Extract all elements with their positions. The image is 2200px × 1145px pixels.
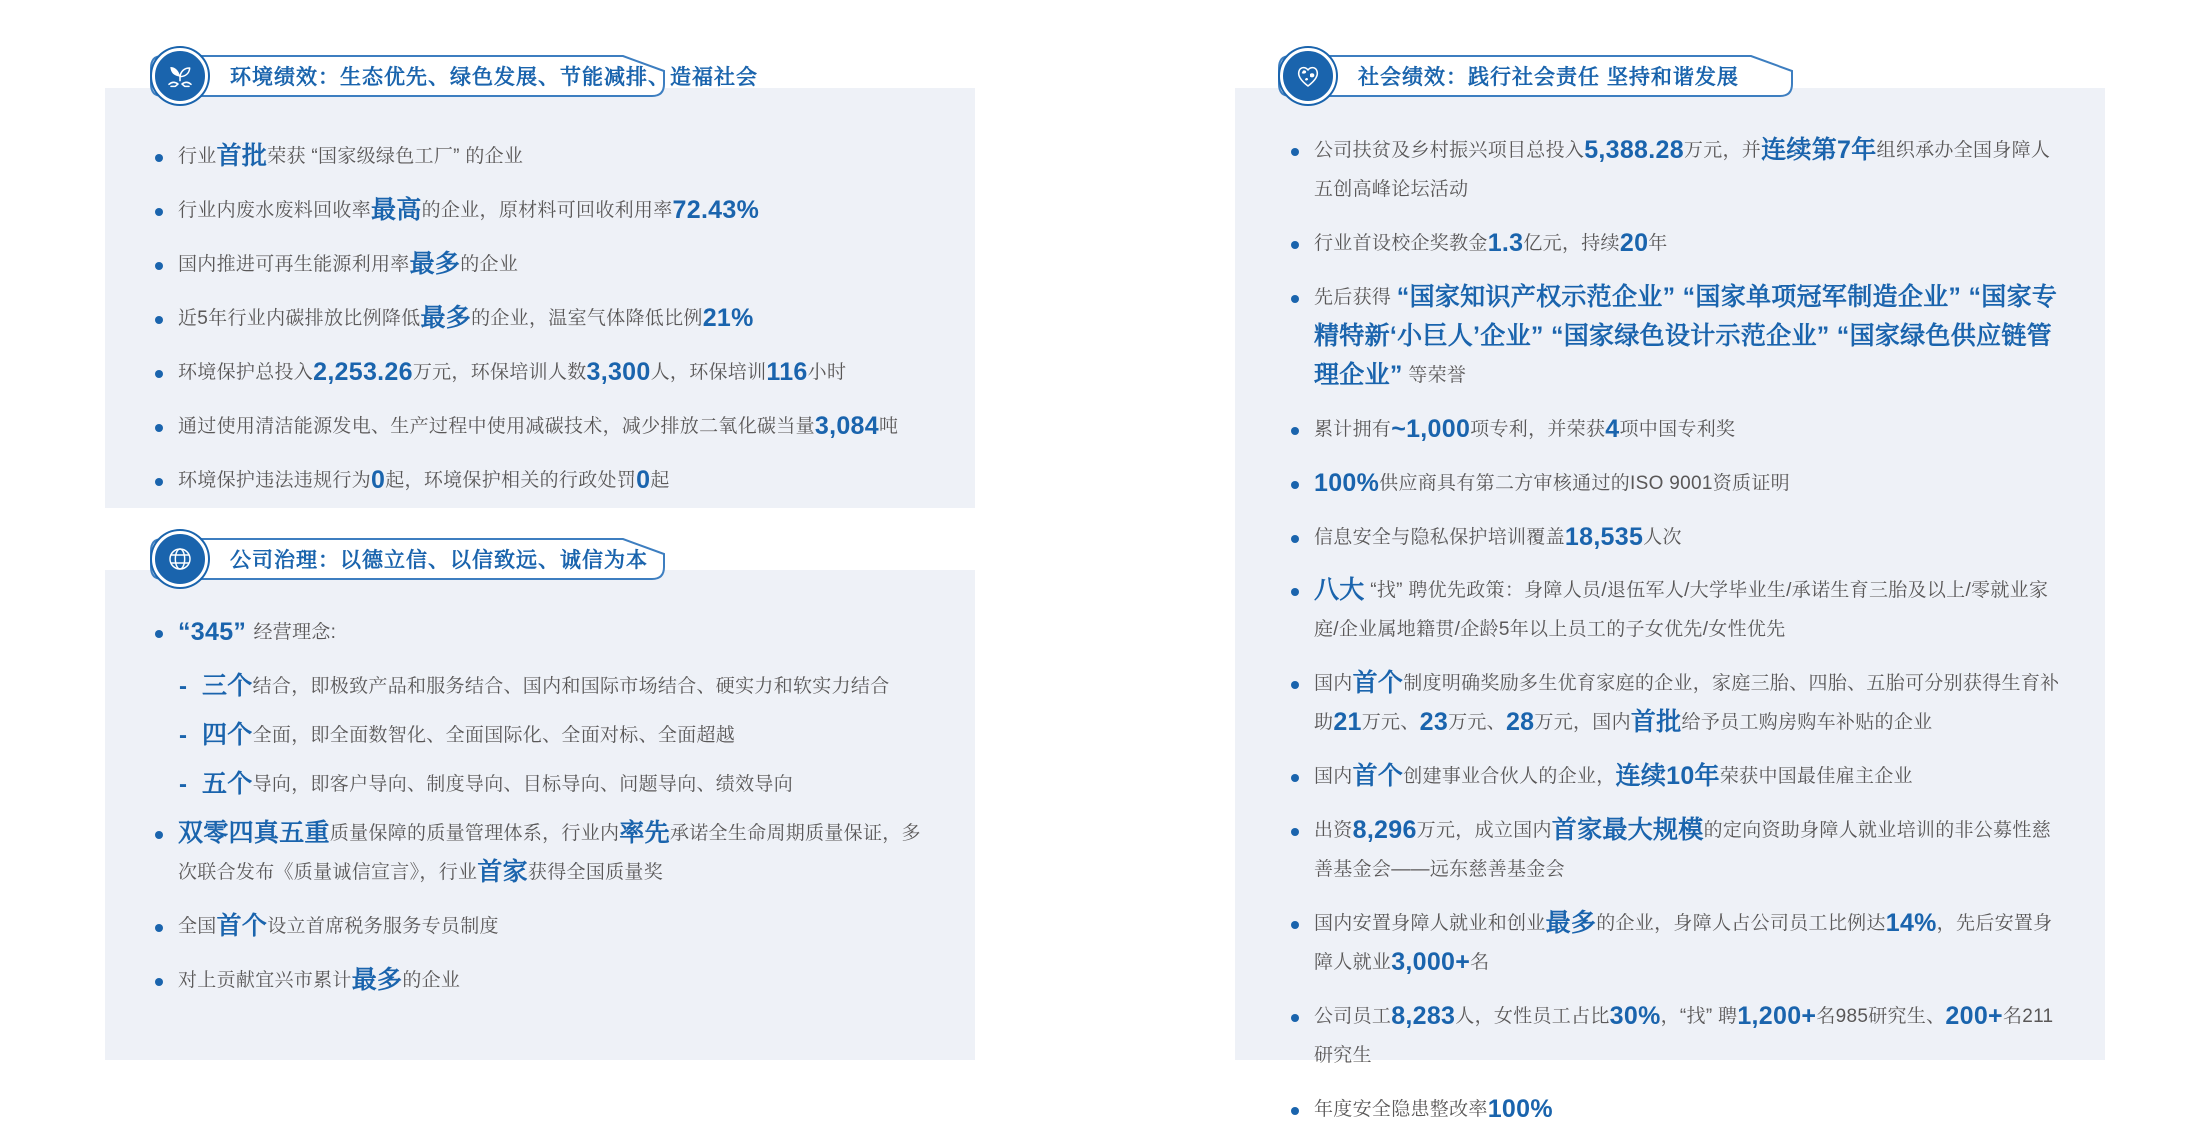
bullet-text: 通过使用清洁能源发电、生产过程中使用减碳技术，减少排放二氧化碳当量3,084吨	[178, 411, 899, 440]
bullet-dot	[1291, 148, 1299, 156]
bullet-dot	[1291, 921, 1299, 929]
list-item	[1291, 758, 2063, 797]
bullet-text: 行业首批荣获 “国家级绿色工厂” 的企业	[178, 142, 524, 170]
bullet-text: 对上贡献宜兴市累计最多的企业	[178, 965, 461, 994]
bullet-dot	[155, 478, 163, 486]
bullet-text: 累计拥有~1,000项专利，并荣获4项中国专利奖	[1314, 414, 1736, 443]
list-item	[155, 300, 935, 339]
bullet-dot	[1291, 681, 1299, 689]
bullet-text: 100%供应商具有第二方审核通过的ISO 9001资质证明	[1314, 468, 1790, 497]
bullet-text: 国内推进可再生能源利用率最多的企业	[178, 249, 519, 278]
social-title: 社会绩效：践行社会责任 坚持和谐发展	[1358, 66, 1739, 89]
bullet-text: 环境保护违法违规行为0起，环境保护相关的行政处罚0起	[178, 465, 670, 494]
sub-list-item	[179, 717, 935, 756]
bullet-text: 全国首个设立首席税务服务专员制度	[178, 911, 499, 940]
bullet-dot	[1291, 774, 1299, 782]
bullet-text: 双零四真五重质量保障的质量管理体系，行业内率先承诺全生命周期质量保证，多次联合发布《质量诚信宣言》，行业首家获得全国质量奖	[178, 818, 921, 886]
bullet-dot	[1291, 588, 1299, 596]
bullet-dot	[1291, 295, 1299, 303]
list-item	[1291, 812, 2063, 890]
bullet-dot	[155, 924, 163, 932]
bullet-dot	[1291, 828, 1299, 836]
list-item	[1291, 225, 2063, 264]
bullet-text: 五个导向，即客户导向、制度导向、目标导向、问题导向、绩效导向	[202, 769, 794, 798]
bullet-text: 四个全面，即全面数智化、全面国际化、全面对标、全面超越	[202, 720, 736, 749]
bullet-text: 先后获得 “国家知识产权示范企业” “国家单项冠军制造企业” “国家专精特新‘小巨人’企业” “国家绿色设计示范企业” “国家绿色供应链管理企业” 等荣誉	[1314, 282, 2058, 389]
bullet-dot	[155, 630, 163, 638]
bullet-dot	[155, 370, 163, 378]
list-item	[1291, 465, 2063, 504]
bullet-dot	[1291, 481, 1299, 489]
bullet-dot	[155, 831, 163, 839]
bullet-text: 信息安全与隐私保护培训覆盖18,535人次	[1314, 522, 1682, 551]
bullet-text: 年度安全隐患整改率100%	[1314, 1094, 1553, 1123]
bullet-dot	[155, 978, 163, 986]
list-item	[1291, 998, 2063, 1076]
dash-marker: -	[179, 721, 187, 749]
list-item	[155, 908, 935, 947]
bullet-text: 公司扶贫及乡村振兴项目总投入5,388.28万元，并连续第7年组织承办全国身障人五创高峰论坛活动	[1314, 136, 2051, 200]
environment-bullet-list	[105, 88, 975, 516]
sub-list-item	[179, 766, 935, 805]
list-item	[1291, 279, 2063, 396]
dash-marker: -	[179, 770, 187, 798]
bullet-text: 近5年行业内碳排放比例降低最多的企业，温室气体降低比例21%	[178, 303, 754, 332]
list-item	[155, 138, 935, 177]
list-item	[155, 354, 935, 393]
bullet-dot	[1291, 427, 1299, 435]
bullet-dot	[1291, 1107, 1299, 1115]
bullet-dot	[155, 424, 163, 432]
list-item	[155, 815, 935, 893]
list-item	[155, 408, 935, 447]
list-item	[155, 462, 935, 501]
list-item	[1291, 132, 2063, 210]
bullet-dot	[1291, 241, 1299, 249]
bullet-text: 三个结合，即极致产品和服务结合、国内和国际市场结合、硬实力和软实力结合	[202, 671, 890, 700]
list-item	[1291, 665, 2063, 743]
list-item	[155, 246, 935, 285]
bullet-dot	[155, 154, 163, 162]
sub-list-item	[179, 668, 935, 707]
bullet-text: 出资8,296万元，成立国内首家最大规模的定向资助身障人就业培训的非公募性慈善基金会——远东慈善基金会	[1314, 816, 2051, 881]
list-item	[1291, 519, 2063, 558]
governance-panel	[105, 549, 975, 1060]
social-bullet-list	[1235, 88, 2105, 1145]
social-panel	[1235, 66, 2105, 1123]
bullet-dot	[1291, 535, 1299, 543]
bullet-text: 国内安置身障人就业和创业最多的企业，身障人占公司员工比例达14%，先后安置身障人就业3,000+名	[1314, 909, 2053, 976]
list-item	[1291, 411, 2063, 450]
bullet-text: 公司员工8,283人，女性员工占比30%，“找” 聘1,200+名985研究生、200+名211研究生	[1314, 1001, 2054, 1066]
bullet-dot	[155, 262, 163, 270]
list-item	[155, 614, 935, 653]
list-item	[1291, 905, 2063, 983]
bullet-text: 环境保护总投入2,253.26万元，环保培训人数3,300人，环保培训116小时	[178, 357, 847, 386]
environment-title: 环境绩效：生态优先、绿色发展、节能减排、造福社会	[230, 66, 758, 89]
bullet-text: 行业内废水废料回收率最高的企业，原材料可回收利用率72.43%	[178, 195, 760, 224]
list-item	[155, 192, 935, 231]
bullet-text: “345” 经营理念:	[178, 618, 337, 646]
bullet-dot	[155, 316, 163, 324]
bullet-dot	[1291, 1014, 1299, 1022]
bullet-text: 国内首个创建事业合伙人的企业，连续10年荣获中国最佳雇主企业	[1314, 762, 1913, 791]
governance-bullet-list	[105, 570, 975, 1016]
bullet-text: 行业首设校企奖教金1.3亿元，持续20年	[1314, 228, 1668, 257]
bullet-text: 国内首个制度明确奖励多生优育家庭的企业，家庭三胎、四胎、五胎可分别获得生育补助21万元、23万元、28万元，国内首批给予员工购房购车补贴的企业	[1314, 669, 2060, 737]
list-item	[155, 962, 935, 1001]
environment-panel	[105, 66, 975, 508]
dash-marker: -	[179, 672, 187, 700]
list-item	[1291, 572, 2063, 650]
governance-title: 公司治理：以德立信、以信致远、诚信为本	[230, 549, 648, 572]
bullet-dot	[155, 208, 163, 216]
list-item	[1291, 1091, 2063, 1130]
bullet-text: 八大 “找” 聘优先政策：身障人员/退伍军人/大学毕业生/承诺生育三胎及以上/零就业家庭/企业属地籍贯/企龄5年以上员工的子女优先/女性优先	[1314, 576, 2049, 641]
